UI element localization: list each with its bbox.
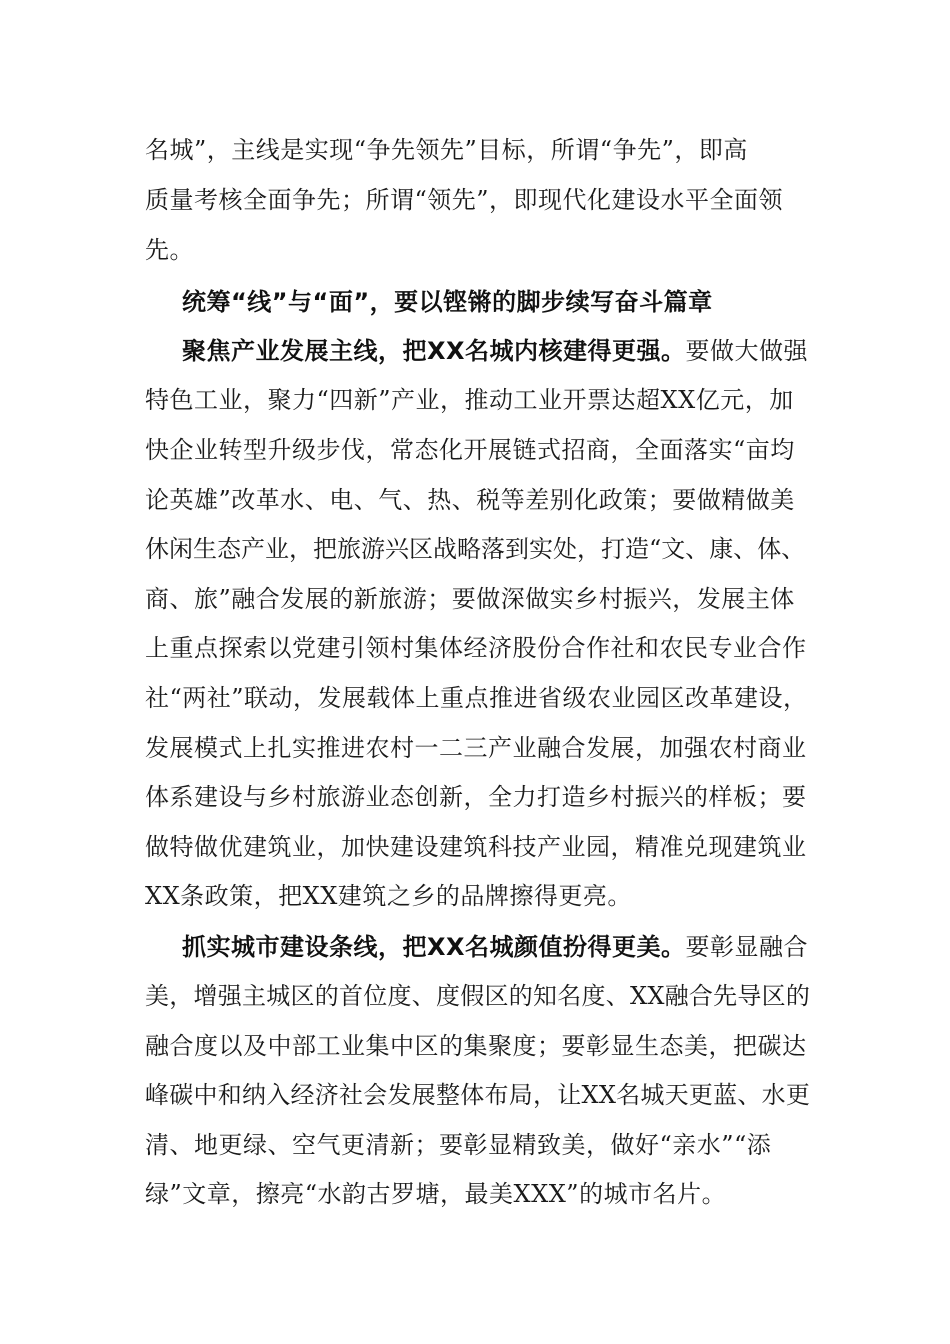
paragraph-line: 论英雄”改革水、电、气、热、税等差别化政策；要做精做美 xyxy=(145,486,795,514)
paragraph-line: 休闲生态产业，把旅游兴区战略落到实处，打造“文、康、体、 xyxy=(145,535,806,563)
paragraph-line: 融合度以及中部工业集中区的集聚度；要彰显生态美，把碳达 xyxy=(145,1032,807,1060)
paragraph-line: 名城”，主线是实现“争先领先”目标，所谓“争先”，即高 xyxy=(145,136,748,164)
paragraph-first-line xyxy=(182,927,808,967)
paragraph-line: 发展模式上扎实推进农村一二三产业融合发展，加强农村商业 xyxy=(145,734,807,762)
paragraph-line: 特色工业，聚力“四新”产业，推动工业开票达超XX亿元，加 xyxy=(145,386,794,414)
paragraph-lead-rest: 要做大做强 xyxy=(685,337,809,365)
paragraph-line: 峰碳中和纳入经济社会发展整体布局，让XX名城天更蓝、水更 xyxy=(145,1081,811,1109)
paragraph-lead-bold: 聚焦产业发展主线，把XX名城内核建得更强。 xyxy=(182,337,686,365)
paragraph-line: 先。 xyxy=(145,236,194,264)
paragraph-lead-rest: 要彰显融合 xyxy=(685,933,809,961)
paragraph-line: 质量考核全面争先；所谓“领先”，即现代化建设水平全面领 xyxy=(145,186,784,214)
paragraph-line: 上重点探索以党建引领村集体经济股份合作社和农民专业合作 xyxy=(145,634,807,662)
paragraph-line: 体系建设与乡村旅游业态创新，全力打造乡村振兴的样板；要 xyxy=(145,783,807,811)
paragraph-line: 绿”文章，擦亮“水韵古罗塘，最美XXX”的城市名片。 xyxy=(145,1180,727,1208)
paragraph-first-line xyxy=(182,331,808,371)
section-heading: 统筹“线”与“面”，要以铿锵的脚步续写奋斗篇章 xyxy=(182,288,713,316)
paragraph-lead-bold: 抓实城市建设条线，把XX名城颜值扮得更美。 xyxy=(182,933,686,961)
paragraph-line: 做特做优建筑业，加快建设建筑科技产业园，精准兑现建筑业 xyxy=(145,833,807,861)
paragraph-line: 快企业转型升级步伐，常态化开展链式招商，全面落实“亩均 xyxy=(145,436,795,464)
paragraph-line: 美，增强主城区的首位度、度假区的知名度、XX融合先导区的 xyxy=(145,982,811,1010)
paragraph-line: 清、地更绿、空气更清新；要彰显精致美，做好“亲水”“添 xyxy=(145,1131,772,1159)
paragraph-line: 商、旅”融合发展的新旅游；要做深做实乡村振兴，发展主体 xyxy=(145,585,795,613)
paragraph-line: XX条政策，把XX建筑之乡的品牌擦得更亮。 xyxy=(145,882,632,910)
paragraph-line: 社“两社”联动，发展载体上重点推进省级农业园区改革建设， xyxy=(145,684,808,712)
